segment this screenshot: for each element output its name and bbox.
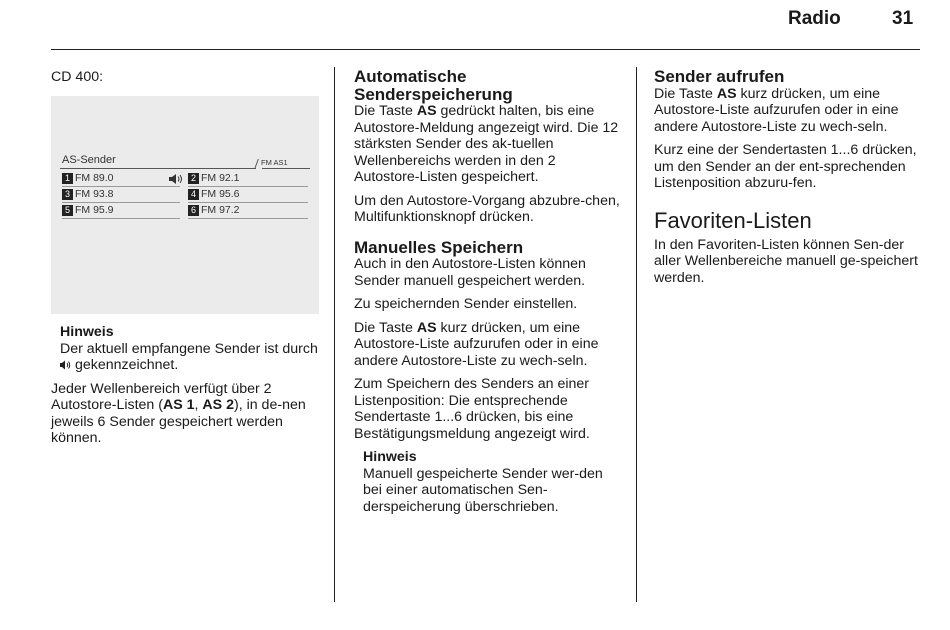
- speaker-icon: [168, 172, 184, 190]
- station-preset: 3 FM 93.8: [62, 188, 114, 201]
- paragraph: Zum Speichern des Senders an einer Listenposition: Die entsprechende Sendertaste 1...6 drücken, bis eine Bestätigungsmeldung angezeigt wird.: [354, 376, 590, 442]
- preset-divider: [188, 202, 308, 203]
- station-preset: 6 FM 97.2: [188, 204, 240, 217]
- hint-text: Der aktuell empfangene Sender ist durch gekennzeichnet.: [60, 340, 318, 373]
- radio-display-illustration: [51, 96, 319, 314]
- paragraph: In den Favoriten-Listen können Sen-der aller Wellenbereiche manuell ge-speichert werden.: [654, 236, 918, 286]
- paragraph: Zu speichernden Sender einstellen.: [354, 296, 578, 312]
- hint-title: Hinweis: [60, 324, 114, 340]
- hint-box: [51, 324, 321, 374]
- middle-column: [354, 68, 622, 522]
- paragraph: Die Taste AS kurz drücken, um eine Autostore-Liste aufzurufen oder in eine andere Autostore-Liste zu wech-seln.: [354, 319, 599, 369]
- display-rule: [60, 168, 256, 169]
- paragraph: Auch in den Autostore-Listen können Sender manuell gespeichert werden.: [354, 256, 586, 289]
- hint-box: [354, 449, 622, 515]
- page-number: 31: [892, 8, 914, 29]
- paragraph: Um den Autostore-Vorgang abzubre-chen, Multifunktionsknopf drücken.: [354, 192, 620, 225]
- autostore-display: [60, 154, 310, 234]
- paragraph: Die Taste AS kurz drücken, um eine Autostore-Liste aufzurufen oder in eine andere Autostore-Liste zu wech-seln.: [654, 85, 899, 135]
- paragraph: Die Taste AS gedrückt halten, bis eine Autostore-Meldung angezeigt wird. Die 12 stärksten Sender des ak-tuellen Wellenbereichs werden in den 2 Autostore-Listen gespeichert.: [354, 103, 619, 185]
- heading-call-station: Sender aufrufen: [654, 67, 785, 86]
- page-section-title: Radio: [788, 8, 841, 29]
- station-preset: 5 FM 95.9: [62, 204, 114, 217]
- station-preset: 4 FM 95.6: [188, 188, 240, 201]
- display-band-tag: FM AS1: [261, 158, 288, 167]
- speaker-icon: [60, 357, 71, 373]
- autostore-lists-paragraph: Jeder Wellenbereich verfügt über 2 Autostore-Listen (AS 1, AS 2), in de-nen jeweils 6 Sender gespeichert werden können.: [51, 380, 306, 446]
- display-rule-slant: [254, 159, 259, 169]
- preset-divider: [62, 218, 180, 219]
- right-column: [654, 68, 922, 293]
- hint-text: Manuell gespeicherte Sender wer-den bei einer automatischen Sen-derspeicherung überschrieben.: [363, 465, 603, 515]
- header-rule: [51, 49, 920, 50]
- preset-divider: [188, 186, 308, 187]
- hint-title: Hinweis: [363, 449, 417, 465]
- display-title: AS-Sender: [62, 154, 116, 166]
- preset-divider: [62, 202, 180, 203]
- station-preset: 2 FM 92.1: [188, 172, 240, 185]
- preset-divider: [188, 218, 308, 219]
- left-column: [51, 69, 321, 86]
- heading-favorites: Favoriten-Listen: [654, 207, 812, 233]
- left-column-text: [51, 324, 321, 454]
- heading-manual-storage: Manuelles Speichern: [354, 237, 524, 257]
- column-divider: [636, 67, 637, 602]
- station-preset: 1 FM 89.0: [62, 172, 114, 185]
- heading-automatic-storage: Automatische Senderspeicherung: [354, 67, 513, 104]
- display-rule: [262, 168, 310, 169]
- cd-model-label: CD 400:: [51, 69, 104, 85]
- paragraph: Kurz eine der Sendertasten 1...6 drücken, um den Sender an der ent-sprechenden Listenposition abzuru-fen.: [654, 142, 917, 191]
- preset-divider: [62, 186, 180, 187]
- column-divider: [334, 67, 335, 602]
